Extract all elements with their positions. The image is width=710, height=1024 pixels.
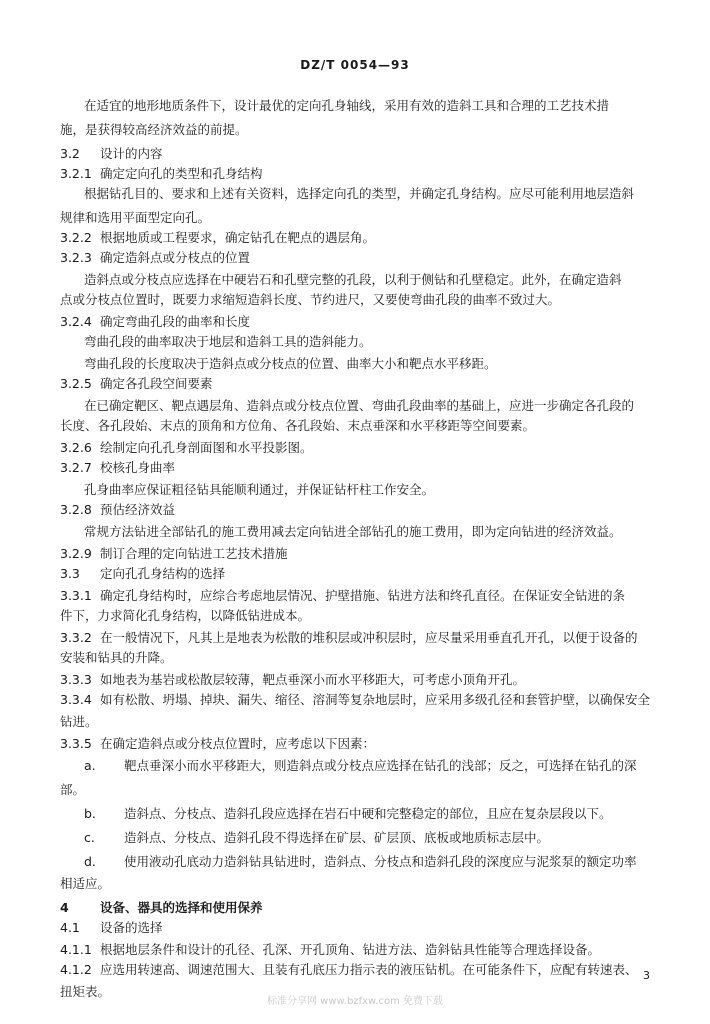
line-text: 施，是获得较高经济效益的前提。: [60, 122, 248, 137]
clause-number: 4.1: [60, 920, 80, 935]
text-line: [60, 458, 658, 478]
text-line: [60, 416, 658, 436]
clause-number: 3.3.2: [60, 630, 92, 645]
line-text: 确定造斜点或分枝点的位置: [100, 250, 251, 265]
clause-number: c.: [84, 830, 95, 845]
clause-number: 3.2.5: [60, 376, 92, 391]
line-text: 根据地层条件和设计的孔径、孔深、开孔顶角、钻进方法、造斜钻具性能等合理选择设备。: [100, 942, 601, 957]
clause-number: 3.3.4: [60, 692, 92, 707]
line-text: 绘制定向孔孔身剖面图和水平投影图。: [100, 440, 313, 455]
clause-number: 4: [60, 900, 69, 915]
line-text: 长度、各孔段始、末点的顶角和方位角、各孔段始、末点垂深和水平移距等空间要素。: [60, 418, 536, 433]
line-text: 确定孔身结构时，应综合考虑地层情况、护壁措施、钻进方法和终孔直径。在保证安全钻进的条: [100, 588, 626, 603]
line-text: 如地表为基岩或松散层较薄，靶点垂深小而水平移距大，可考虑小顶角开孔。: [100, 672, 526, 687]
watermark-footer: 标准分享网 www.bzfxw.com 免费下载: [267, 996, 443, 1007]
text-line: [84, 396, 658, 416]
line-text: 靶点垂深小而水平移距大，则造斜点或分枝点应选择在钻孔的浅部；反之，可选择在钻孔的深: [124, 758, 637, 773]
text-line: [60, 438, 658, 458]
text-line: [60, 734, 658, 754]
text-line: [84, 756, 658, 776]
text-line: [60, 564, 658, 584]
clause-number: 3.2.9: [60, 546, 92, 561]
text-line: [84, 480, 658, 500]
line-text: 根据钻孔目的、要求和上述有关资料，选择定向孔的类型，并确定孔身结构。应尽可能利用地层造斜: [84, 186, 635, 201]
clause-number: 3.2.2: [60, 230, 92, 245]
line-text: 造斜点、分枝点、造斜孔段应选择在岩石中硬和完整稳定的部位，且应在复杂层段以下。: [124, 806, 612, 821]
text-line: [60, 544, 658, 564]
line-text: 件下，力求简化孔身结构，以降低钻进成本。: [60, 608, 311, 623]
line-text: 根据地质或工程要求，确定钻孔在靶点的遇层角。: [100, 230, 376, 245]
text-line: [84, 828, 658, 848]
clause-number: 4.1.1: [60, 942, 92, 957]
clause-number: 3.2.7: [60, 460, 92, 475]
line-text: 弯曲孔段的长度取决于造斜点或分枝点的位置、曲率大小和靶点水平移距。: [84, 356, 497, 371]
clause-number: 3.2.6: [60, 440, 92, 455]
text-line: [84, 332, 658, 352]
line-text: 校核孔身曲率: [100, 460, 176, 475]
line-text: 应选用转速高、调速范围大、且装有孔底压力指示表的液压钻机。在可能条件下，应配有转速表、: [100, 962, 638, 977]
page-number: 3: [643, 969, 650, 982]
clause-number: 3.2.8: [60, 502, 92, 517]
text-line: [84, 804, 658, 824]
clause-number: 3.2: [60, 146, 80, 161]
line-text: 相适应。: [60, 876, 111, 891]
text-line: [60, 290, 658, 310]
clause-number: 3.3: [60, 566, 80, 581]
text-line: [60, 670, 658, 690]
clause-number: 3.3.1: [60, 588, 92, 603]
text-line: [60, 606, 658, 626]
line-text: 部。: [60, 782, 86, 797]
line-text: 点或分枝点位置时，既要力求缩短造斜长度、节约进尺，又要使弯曲孔段的曲率不致过大。: [60, 292, 561, 307]
line-text: 在一般情况下，凡其上是地表为松散的堆积层或冲积层时，应尽量采用垂直孔开孔，以便于设备的: [100, 630, 638, 645]
line-text: 制订合理的定向钻进工艺技术措施: [100, 546, 288, 561]
line-text: 预估经济效益: [100, 502, 176, 517]
text-line: [60, 712, 658, 732]
text-line: [60, 940, 658, 960]
clause-number: 4.1.2: [60, 962, 92, 977]
text-line: [60, 228, 658, 248]
clause-number: b.: [84, 806, 96, 821]
line-text: 钻进。: [60, 714, 98, 729]
text-line: [84, 96, 658, 116]
clause-number: 3.3.5: [60, 736, 92, 751]
line-text: 在确定造斜点或分枝点位置时，应考虑以下因素：: [100, 736, 376, 751]
text-line: [60, 918, 658, 938]
line-text: 确定弯曲孔段的曲率和长度: [100, 314, 251, 329]
text-line: [60, 898, 658, 918]
line-text: 孔身曲率应保证粗径钻具能顺利通过，并保证钻杆柱工作安全。: [84, 482, 435, 497]
line-text: 定向孔孔身结构的选择: [100, 566, 226, 581]
text-line: [84, 184, 658, 204]
text-line: [60, 120, 658, 140]
clause-number: 3.2.4: [60, 314, 92, 329]
text-line: [84, 522, 658, 542]
clause-number: d.: [84, 854, 96, 869]
line-text: 设备的选择: [100, 920, 163, 935]
text-line: [60, 248, 658, 268]
line-text: 安装和钻具的升降。: [60, 650, 173, 665]
clause-number: 3.3.3: [60, 672, 92, 687]
line-text: 使用液动孔底动力造斜钻具钻进时，造斜点、分枝点和造斜孔段的深度应与泥浆泵的额定功率: [124, 854, 637, 869]
text-line: [60, 780, 658, 800]
text-line: [60, 690, 658, 710]
standard-code-header: DZ/T 0054—93: [300, 58, 410, 72]
line-text: 如有松散、坍塌、掉块、漏失、缩径、溶洞等复杂地层时，应采用多级孔径和套管护壁，以确保安全: [100, 692, 651, 707]
line-text: 设备、器具的选择和使用保养: [100, 900, 263, 915]
text-line: [60, 312, 658, 332]
text-line: [60, 648, 658, 668]
text-line: [60, 586, 658, 606]
text-line: [60, 500, 658, 520]
text-line: [84, 270, 658, 290]
text-line: [60, 208, 658, 228]
line-text: 规律和选用平面型定向孔。: [60, 210, 211, 225]
clause-number: 3.2.3: [60, 250, 92, 265]
text-line: [60, 164, 658, 184]
text-line: [60, 874, 658, 894]
line-text: 造斜点或分枝点应选择在中硬岩石和孔壁完整的孔段，以利于侧钻和孔壁稳定。此外，在确定造斜: [84, 272, 622, 287]
line-text: 在适宜的地形地质条件下，设计最优的定向孔身轴线，采用有效的造斜工具和合理的工艺技术措: [84, 98, 610, 113]
text-line: [60, 960, 658, 980]
text-line: [84, 852, 658, 872]
clause-number: a.: [84, 758, 96, 773]
text-line: [60, 144, 658, 164]
line-text: 设计的内容: [100, 146, 163, 161]
line-text: 常规方法钻进全部钻孔的施工费用减去定向钻进全部钻孔的施工费用，即为定向钻进的经济效益。: [84, 524, 622, 539]
line-text: 确定定向孔的类型和孔身结构: [100, 166, 263, 181]
text-line: [60, 374, 658, 394]
line-text: 弯曲孔段的曲率取决于地层和造斜工具的造斜能力。: [84, 334, 372, 349]
clause-number: 3.2.1: [60, 166, 92, 181]
line-text: 造斜点、分枝点、造斜孔段不得选择在矿层、矿层顶、底板或地质标志层中。: [124, 830, 550, 845]
text-line: [84, 354, 658, 374]
line-text: 扭矩表。: [60, 984, 111, 999]
line-text: 确定各孔段空间要素: [100, 376, 213, 391]
text-line: [60, 628, 658, 648]
line-text: 在已确定靶区、靶点遇层角、造斜点或分枝点位置、弯曲孔段曲率的基础上，应进一步确定各孔段的: [84, 398, 635, 413]
